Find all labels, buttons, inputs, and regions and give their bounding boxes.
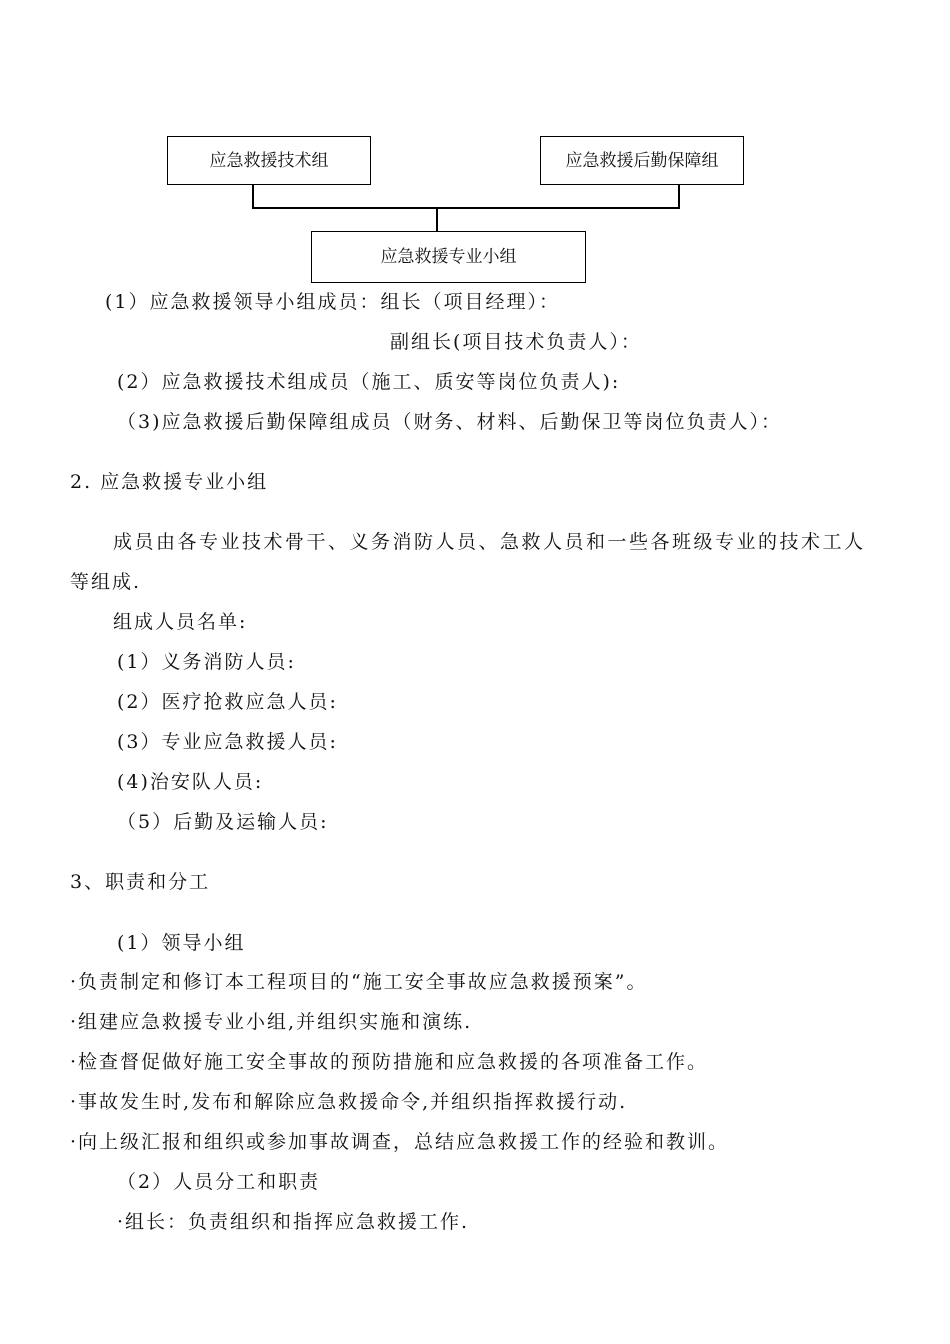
logistics-group-box (540, 136, 744, 185)
logistics-group-label: 应急救援后勤保障组 (565, 151, 719, 171)
section2-paragraph-line1: 成员由各专业技术骨干、义务消防人员、急救人员和一些各班级专业的技术工人 (113, 531, 866, 553)
tech-group-members: (2）应急救援技术组成员（施工、质安等岗位负责人): (117, 371, 621, 393)
member-list-item: (4)治安队人员: (117, 771, 264, 793)
connector-right-vertical (678, 185, 680, 208)
connector-center-vertical (436, 208, 438, 232)
staff-roles-subheading: （2）人员分工和职责 (117, 1171, 321, 1193)
member-list-title: 组成人员名单: (113, 611, 248, 633)
tech-group-label: 应急救援技术组 (209, 151, 329, 171)
leader-group-members: (1）应急救援领导小组成员：组长（项目经理）： (105, 291, 561, 313)
duty-bullet: ·负责制定和修订本工程项目的“施工安全事故应急救援预案”。 (70, 971, 648, 993)
member-list-item: (3）专业应急救援人员: (117, 731, 338, 753)
member-list-item: (2）医疗抢救应急人员: (117, 691, 338, 713)
section3-heading: 3、职责和分工 (70, 871, 211, 893)
section2-heading: 2. 应急救援专业小组 (70, 471, 269, 493)
connector-left-vertical (252, 185, 254, 208)
duty-bullet: ·组建应急救援专业小组,并组织实施和演练. (70, 1011, 473, 1033)
deputy-leader-line: 副组长(项目技术负责人）： (390, 331, 642, 353)
section2-paragraph-line2: 等组成. (70, 571, 142, 593)
duty-bullet: ·检查督促做好施工安全事故的预防措施和应急救援的各项准备工作。 (70, 1051, 709, 1073)
member-list-item: (1）义务消防人员: (117, 651, 296, 673)
specialist-group-label: 应急救援专业小组 (380, 247, 517, 267)
specialist-group-box (311, 231, 586, 283)
tech-group-box (167, 136, 371, 185)
leadership-subheading: (1）领导小组 (117, 932, 246, 954)
duty-bullet: ·向上级汇报和组织或参加事故调查，总结应急救援工作的经验和教训。 (70, 1131, 730, 1153)
duty-bullet: ·事故发生时,发布和解除应急救援命令,并组织指挥救援行动. (70, 1091, 628, 1113)
member-list-item: （5）后勤及运输人员: (117, 811, 329, 833)
connector-horizontal (252, 207, 680, 209)
logistics-group-members: （3)应急救援后勤保障组成员（财务、材料、后勤保卫等岗位负责人）： (117, 411, 783, 433)
leader-duty-bullet: ·组长：负责组织和指挥应急救援工作. (117, 1211, 470, 1233)
